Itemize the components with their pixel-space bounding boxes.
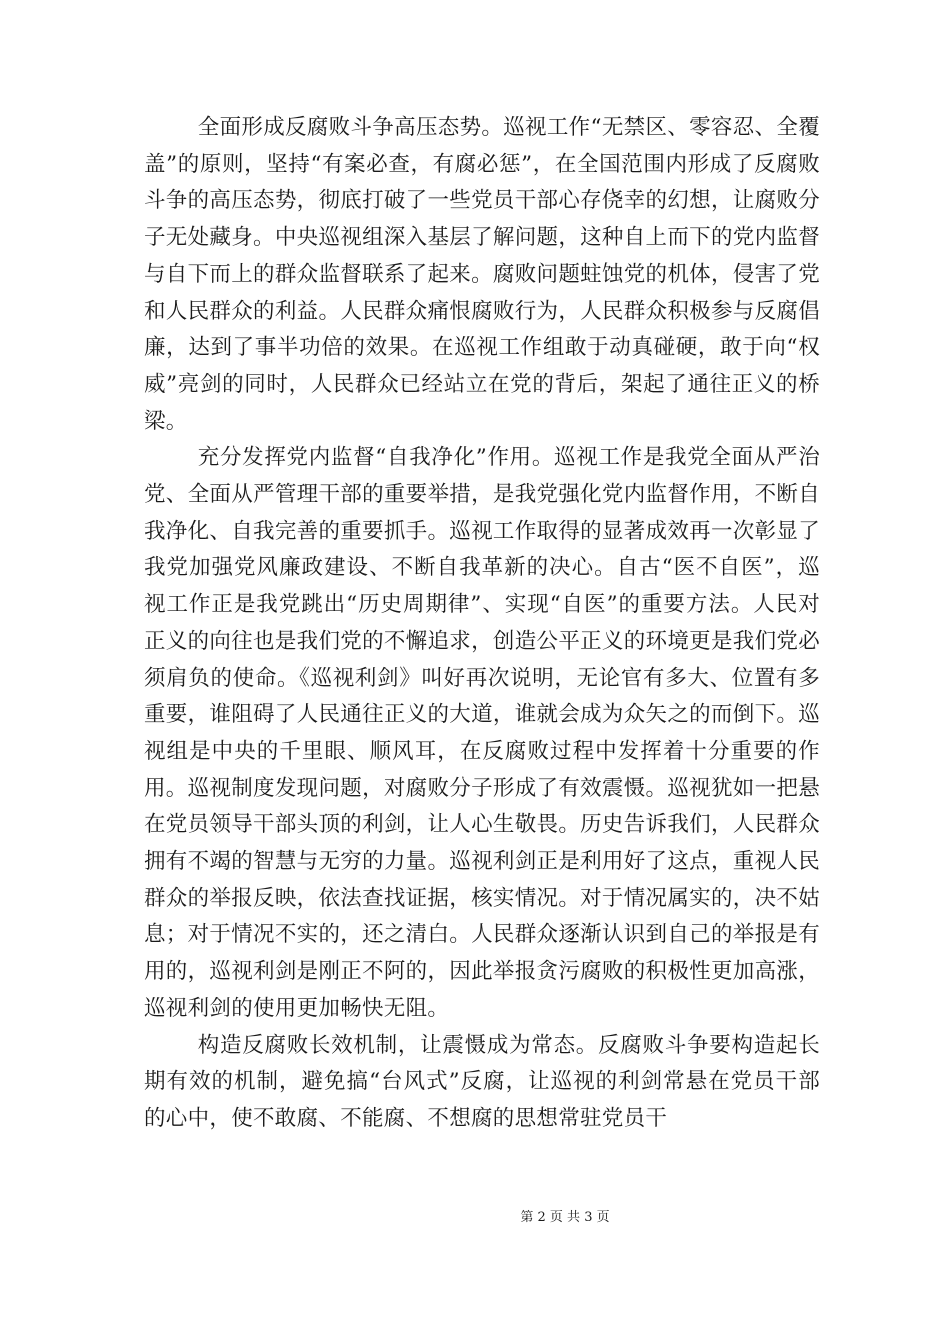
paragraph-anti-corruption-pressure: 全面形成反腐败斗争高压态势。巡视工作“无禁区、零容忍、全覆盖”的原则，坚持“有案必查，有腐必惩”，在全国范围内形成了反腐败斗争的高压态势，彻底打破了一些党员干部心存侥幸的幻想，让腐败分子无处藏身。中央巡视组深入基层了解问题，这种自上而下的党内监督与自下而上的群众监督联系了起来。腐败问题蛀蚀党的机体，侵害了党和人民群众的利益。人民群众痛恨腐败行为，人民群众积极参与反腐倡廉，达到了事半功倍的效果。在巡视工作组敢于动真碰硬，敢于向“权威”亮剑的同时，人民群众已经站立在党的背后，架起了通往正义的桥梁。 <box>144 115 820 434</box>
page-number-footer: 第 2 页 共 3 页 <box>520 1210 610 1225</box>
document-body <box>144 110 820 1138</box>
paragraph-self-purification: 充分发挥党内监督“自我净化”作用。巡视工作是我党全面从严治党、全面从严管理干部的重要举措，是我党强化党内监督作用，不断自我净化、自我完善的重要抓手。巡视工作取得的显著成效再一次彰显了我党加强党风廉政建设、不断自我革新的决心。自古“医不自医”，巡视工作正是我党跳出“历史周期律”、实现“自医”的重要方法。人民对正义的向往也是我们党的不懈追求，创造公平正义的环境更是我们党必须肩负的使命。《巡视利剑》叫好再次说明，无论官有多大、位置有多重要，谁阻碍了人民通往正义的大道，谁就会成为众矢之的而倒下。巡视组是中央的千里眼、顺风耳，在反腐败过程中发挥着十分重要的作用。巡视制度发现问题，对腐败分子形成了有效震慑。巡视犹如一把悬在党员领导干部头顶的利剑，让人心生敬畏。历史告诉我们，人民群众拥有不竭的智慧与无穷的力量。巡视利剑正是利用好了这点，重视人民群众的举报反映，依法查找证据，核实情况。对于情况属实的，决不姑息；对于情况不实的，还之清白。人民群众逐渐认识到自己的举报是有用的，巡视利剑是刚正不阿的，因此举报贪污腐败的积极性更加高涨，巡视利剑的使用更加畅快无阻。 <box>144 445 820 1021</box>
paragraph-long-term-mechanism: 构造反腐败长效机制，让震慑成为常态。反腐败斗争要构造起长期有效的机制，避免搞“台风式”反腐，让巡视的利剑常悬在党员干部的心中，使不敢腐、不能腐、不想腐的思想常驻党员干 <box>144 1032 820 1131</box>
